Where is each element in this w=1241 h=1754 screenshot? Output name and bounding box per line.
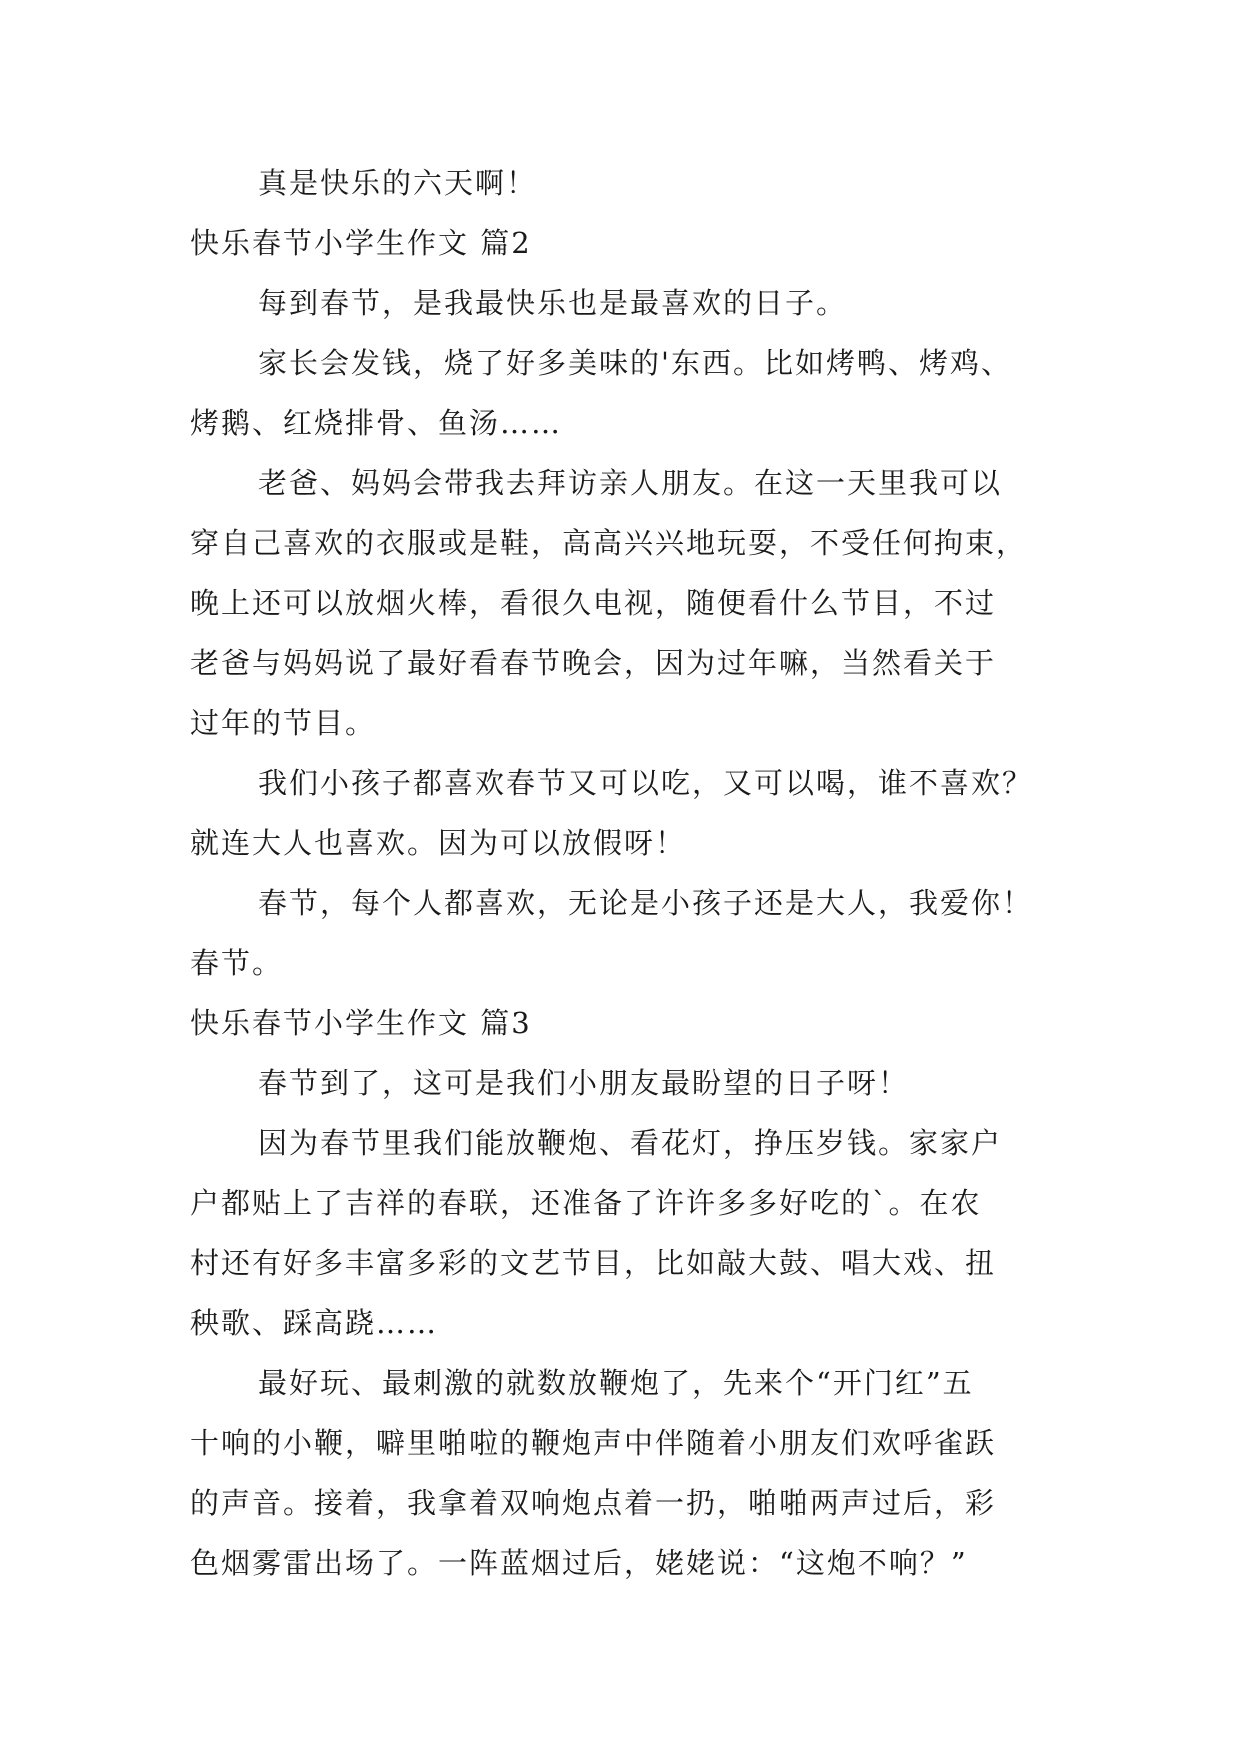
paragraph-line: 晚上还可以放烟火棒，看很久电视，随便看什么节目，不过 [190,586,997,620]
paragraph-line: 每到春节，是我最快乐也是最喜欢的日子。 [258,286,848,320]
section-heading: 快乐春节小学生作文 篇2 [190,226,532,260]
paragraph-line: 过年的节目。 [190,706,377,740]
paragraph-line: 户都贴上了吉祥的春联，还准备了许许多多好吃的`。在农 [190,1186,982,1220]
paragraph-line: 老爸、妈妈会带我去拜访亲人朋友。在这一天里我可以 [258,466,1003,500]
paragraph-line: 春节，每个人都喜欢，无论是小孩子还是大人，我爱你！ [258,886,1034,920]
section-heading: 快乐春节小学生作文 篇3 [190,1006,532,1040]
paragraph-line: 村还有好多丰富多彩的文艺节目，比如敲大鼓、唱大戏、扭 [190,1246,997,1280]
paragraph-line: 家长会发钱，烧了好多美味的'东西。比如烤鸭、烤鸡、 [258,346,1012,380]
paragraph-line: 因为春节里我们能放鞭炮、看花灯，挣压岁钱。家家户 [258,1126,1003,1160]
paragraph-line: 十响的小鞭，噼里啪啦的鞭炮声中伴随着小朋友们欢呼雀跃 [190,1426,997,1460]
paragraph-line: 老爸与妈妈说了最好看春节晚会，因为过年嘛，当然看关于 [190,646,997,680]
paragraph-line: 春节。 [190,946,284,980]
paragraph-line: 的声音。接着，我拿着双响炮点着一扔，啪啪两声过后，彩 [190,1486,997,1520]
paragraph-line: 烤鹅、红烧排骨、鱼汤…… [190,406,563,440]
paragraph-line: 穿自己喜欢的衣服或是鞋，高高兴兴地玩耍，不受任何拘束， [190,526,1028,560]
paragraph-line: 我们小孩子都喜欢春节又可以吃，又可以喝，谁不喜欢？ [258,766,1034,800]
paragraph-line: 秧歌、踩高跷…… [190,1306,439,1340]
paragraph-line: 最好玩、最刺激的就数放鞭炮了，先来个“开门红”五 [258,1366,974,1400]
paragraph-line: 色烟雾雷出场了。一阵蓝烟过后，姥姥说：“这炮不响？” [190,1546,968,1580]
paragraph-line: 就连大人也喜欢。因为可以放假呀！ [190,826,687,860]
paragraph-line: 真是快乐的六天啊！ [258,166,538,200]
paragraph-line: 春节到了，这可是我们小朋友最盼望的日子呀！ [258,1066,910,1100]
